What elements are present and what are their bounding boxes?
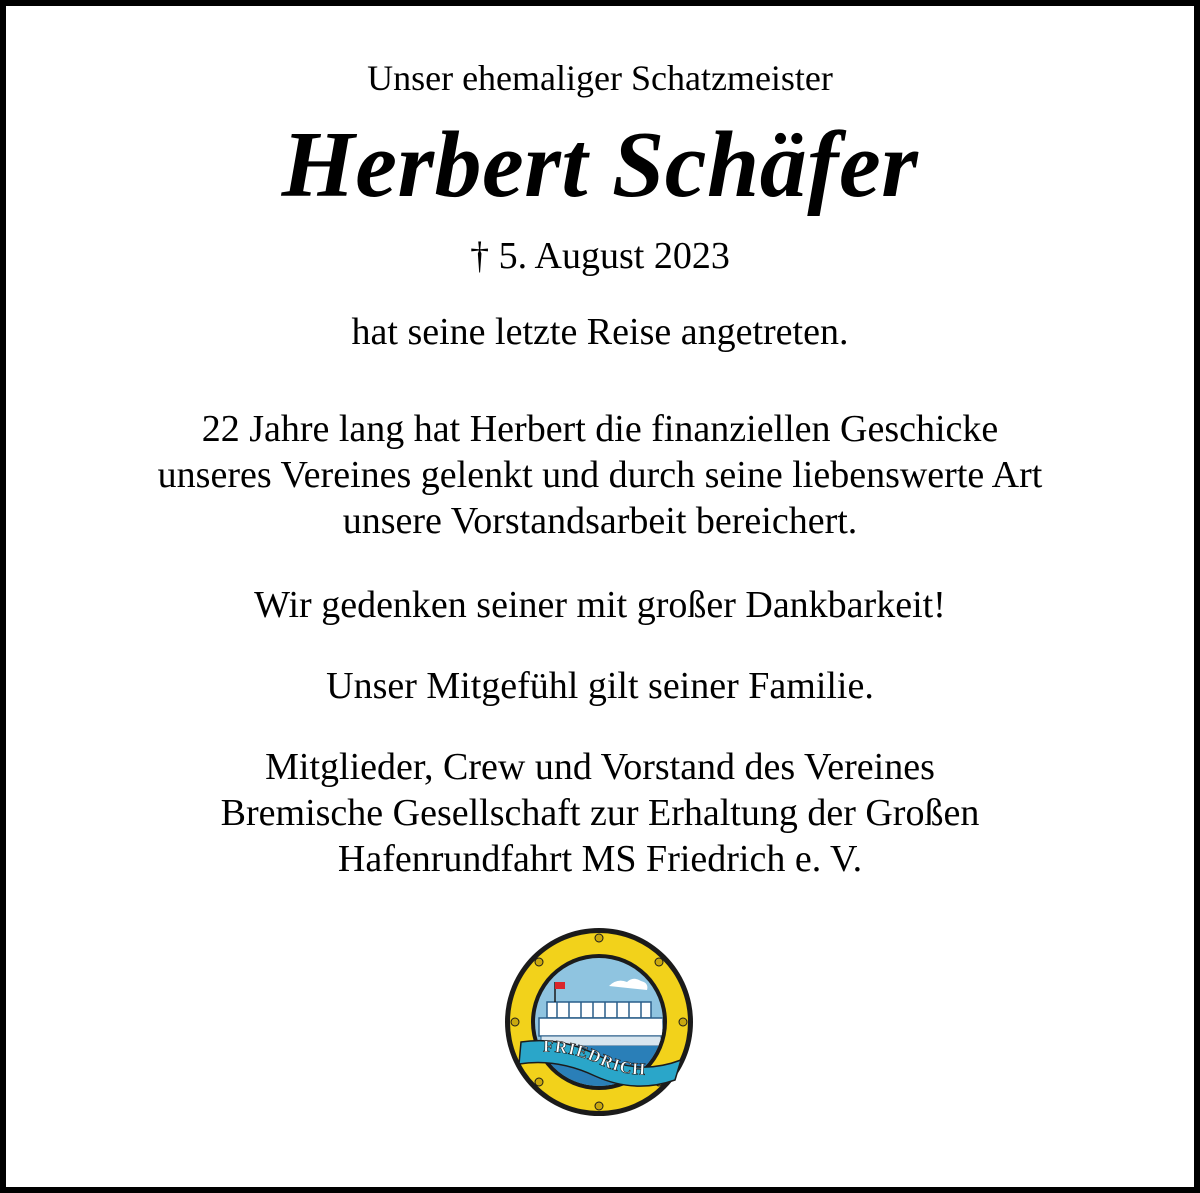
paragraph-condolence: Unser Mitgefühl gilt seiner Familie. [326, 665, 874, 707]
signature-line-2: Bremische Gesellschaft zur Erhaltung der Großen [220, 792, 980, 834]
signature-line-1: Mitglieder, Crew und Vorstand des Vereines [265, 746, 935, 788]
paragraph-gratitude: Wir gedenken seiner mit großer Dankbarkeit! [254, 584, 946, 626]
paragraph-last-journey: hat seine letzte Reise angetreten. [351, 311, 849, 353]
death-date: † 5. August 2023 [470, 235, 730, 277]
banner-text: FRIEDRICH [542, 1036, 647, 1079]
intro-line: Unser ehemaliger Schatzmeister [367, 58, 833, 98]
paragraph-tribute-line-1: 22 Jahre lang hat Herbert die finanziellen Geschicke [201, 408, 999, 450]
ship-upper-deck [547, 1002, 651, 1018]
ship-main-deck [539, 1018, 663, 1036]
ms-friedrich-porthole-logo [499, 924, 699, 1120]
deceased-name: Herbert Schäfer [281, 113, 919, 217]
red-flag [555, 982, 565, 989]
paragraph-tribute-line-3: unsere Vorstandsarbeit bereichert. [342, 500, 858, 542]
signature-line-3: Hafenrundfahrt MS Friedrich e. V. [337, 838, 863, 880]
paragraph-tribute-line-2: unseres Vereines gelenkt und durch seine liebenswerte Art [157, 454, 1043, 496]
